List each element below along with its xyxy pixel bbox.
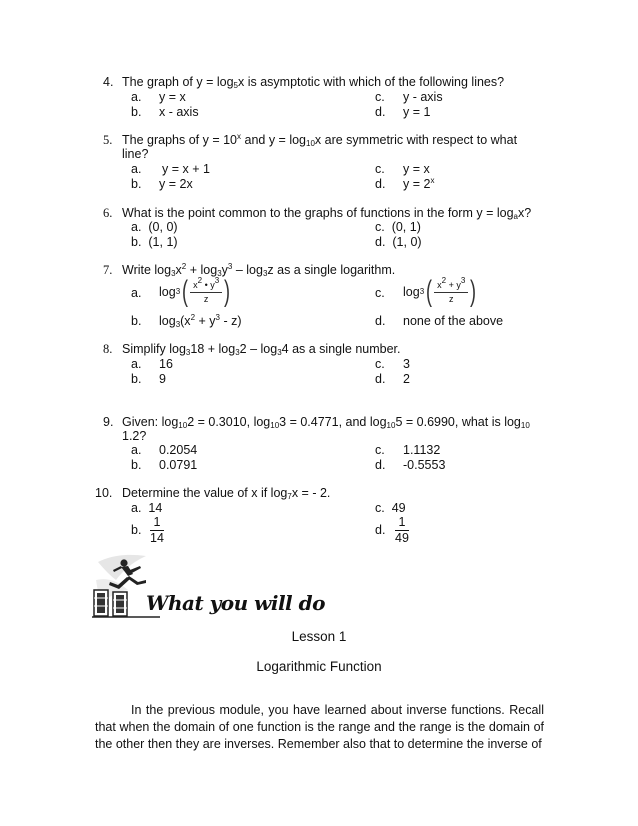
- q6-stem: What is the point common to the graphs of functions in the form $y = \log_ax$?: [122, 206, 532, 221]
- q9-option-d: d.: [375, 458, 386, 472]
- q8-option-b-text: 9: [159, 372, 166, 386]
- q4-option-a: a.: [131, 90, 142, 104]
- q8-option-a: a.: [131, 357, 142, 371]
- q4-option-c: c.: [375, 90, 385, 104]
- q4-option-a-text: y = x: [159, 90, 186, 104]
- q8-stem: Simplify $\log_318 + \log_32 - \log_34$ as a single number.: [122, 342, 401, 357]
- q9-option-b-text: 0.0791: [159, 458, 198, 472]
- q8-option-d-text: 2: [403, 372, 410, 386]
- q7-number: 7.: [103, 263, 113, 277]
- q5-option-d-text: $y = 2^x$: [403, 176, 435, 191]
- lesson-label: Lesson 1: [291, 629, 347, 644]
- q5-option-a: a.: [131, 162, 142, 176]
- q7-option-d-text: none of the above: [403, 314, 504, 328]
- q9-option-b: b.: [131, 458, 142, 472]
- q7-option-a-expr: log 3 ( $x^2$ • $y^3$ z ): [159, 275, 231, 308]
- q4-option-d-text: y = 1: [403, 105, 431, 119]
- q8-option-b: b.: [131, 372, 142, 386]
- q9-option-a-text: 0.2054: [159, 443, 198, 457]
- q9-stem-line2: 1.2?: [122, 429, 147, 443]
- q5-stem: The graphs of $y = 10^x$ and $y = \log_{10}x$ are symmetric with respect to what: [122, 132, 518, 148]
- q9-number: 9.: [103, 415, 114, 429]
- q9-option-c: c.: [375, 443, 385, 457]
- q9-stem: Given: $\log_{10}2 = 0.3010$, $\log_{10}3 = 0.4771$, and $\log_{10}5 = 0.6990$, what is $\log_{10}$: [122, 415, 530, 430]
- q10-option-b: b.: [131, 523, 142, 537]
- q4-stem: The graph of $y = \log_5x$ is asymptotic with which of the following lines?: [122, 75, 505, 90]
- banner-title: What you will do: [146, 591, 325, 615]
- q10-stem: Determine the value of x if $\log_7x$ = - 2.: [122, 486, 331, 501]
- q5-option-a-text: y = x + 1: [162, 162, 210, 176]
- q10-option-a: a. 14: [131, 501, 163, 515]
- q8-option-c: c.: [375, 357, 385, 371]
- q5-stem-line2: line?: [122, 147, 149, 161]
- q8-option-c-text: 3: [403, 357, 410, 371]
- q6-option-d: d. (1, 0): [375, 235, 422, 249]
- q6-number: 6.: [103, 206, 113, 220]
- q5-option-d: d.: [375, 177, 386, 191]
- q10-option-b-fraction: $\frac{1}{14}$: [150, 515, 164, 545]
- q4-option-c-text: y - axis: [403, 90, 443, 104]
- q7-option-a: a.: [131, 286, 142, 300]
- q5-option-c: c.: [375, 162, 385, 176]
- q4-option-b: b.: [131, 105, 142, 119]
- q4-option-b-text: x - axis: [159, 105, 199, 119]
- q8-option-a-text: 16: [159, 357, 173, 371]
- q5-number: 5.: [103, 133, 113, 147]
- q8-option-d: d.: [375, 372, 386, 386]
- q7-stem: Write $\log_3x^2 + \log_3y^3 - \log_3z$ as a single logarithm.: [122, 262, 396, 278]
- q6-option-c: c. (0, 1): [375, 220, 421, 234]
- q5-option-b: b.: [131, 177, 142, 191]
- q9-option-c-text: 1.1132: [403, 443, 441, 457]
- q7-option-c: c.: [375, 286, 385, 300]
- q6-option-a: a. (0, 0): [131, 220, 178, 234]
- q5-option-b-text: y = 2x: [159, 177, 193, 191]
- q9-option-d-text: -0.5553: [403, 458, 446, 472]
- banner: [88, 550, 328, 620]
- q10-option-d: d.: [375, 523, 386, 537]
- q4-number: 4.: [103, 75, 114, 89]
- q8-number: 8.: [103, 342, 113, 356]
- q10-number: 10.: [95, 486, 113, 500]
- q7-option-c-expr: log 3 ( $x^2 + y^3$ z ): [403, 275, 477, 308]
- q9-option-a: a.: [131, 443, 142, 457]
- q7-option-b: b.: [131, 314, 142, 328]
- intro-paragraph: In the previous module, you have learned about inverse functions. Recall that when the domain of one function is the range and the range is the domain of the other then they are inverses. Remember also that to determine the inverse of: [95, 703, 544, 751]
- q10-option-c: c. 49: [375, 501, 406, 515]
- q7-option-b-text: $\log_3(x^2 + y^3 - z)$: [159, 313, 242, 329]
- q5-option-c-text: y = x: [403, 162, 430, 176]
- q10-option-d-fraction: $\frac{1}{49}$: [395, 515, 409, 545]
- q6-option-b: b. (1, 1): [131, 235, 178, 249]
- q7-option-d: d.: [375, 314, 386, 328]
- lesson-title: Logarithmic Function: [256, 659, 382, 674]
- q4-option-d: d.: [375, 105, 386, 119]
